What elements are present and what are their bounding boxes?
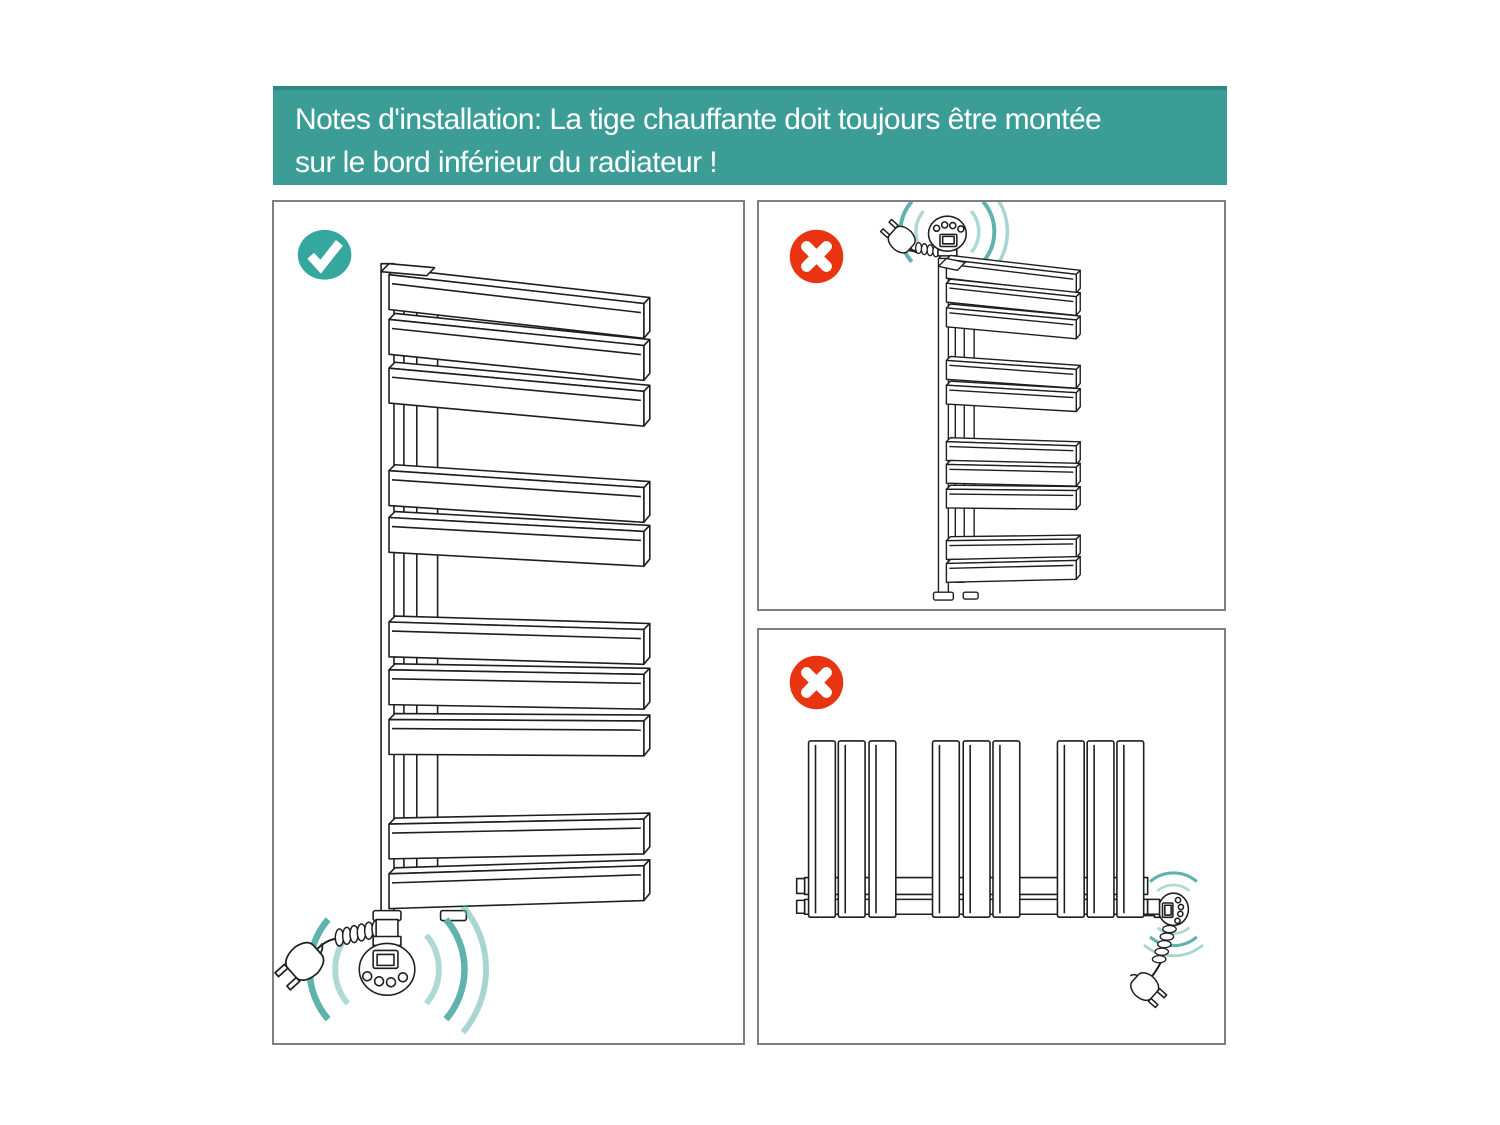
- power-cable: [316, 938, 338, 950]
- towel-radiator-horizontal: [797, 741, 1160, 917]
- banner-text-line2: sur le bord inférieur du radiateur !: [295, 146, 717, 179]
- incorrect-side-mount-diagram: [759, 630, 1224, 1043]
- panel-incorrect-top-mount: [757, 200, 1226, 611]
- check-icon: [298, 230, 352, 280]
- cross-icon: [790, 230, 844, 283]
- cross-icon: [790, 656, 844, 709]
- correct-installation-diagram: [274, 202, 743, 1043]
- panel-incorrect-side-mount: [757, 628, 1226, 1045]
- power-plug-icon: [1123, 965, 1169, 1010]
- towel-radiator-vertical: [373, 264, 650, 921]
- banner-text-line1: Notes d'installation: La tige chauffante doit toujours être montée: [295, 103, 1102, 136]
- installation-note-banner: [273, 86, 1227, 185]
- towel-radiator-vertical: [933, 255, 1080, 600]
- incorrect-top-mount-diagram: [759, 202, 1224, 609]
- power-plug-icon: [274, 933, 334, 995]
- panel-correct-installation: [272, 200, 745, 1045]
